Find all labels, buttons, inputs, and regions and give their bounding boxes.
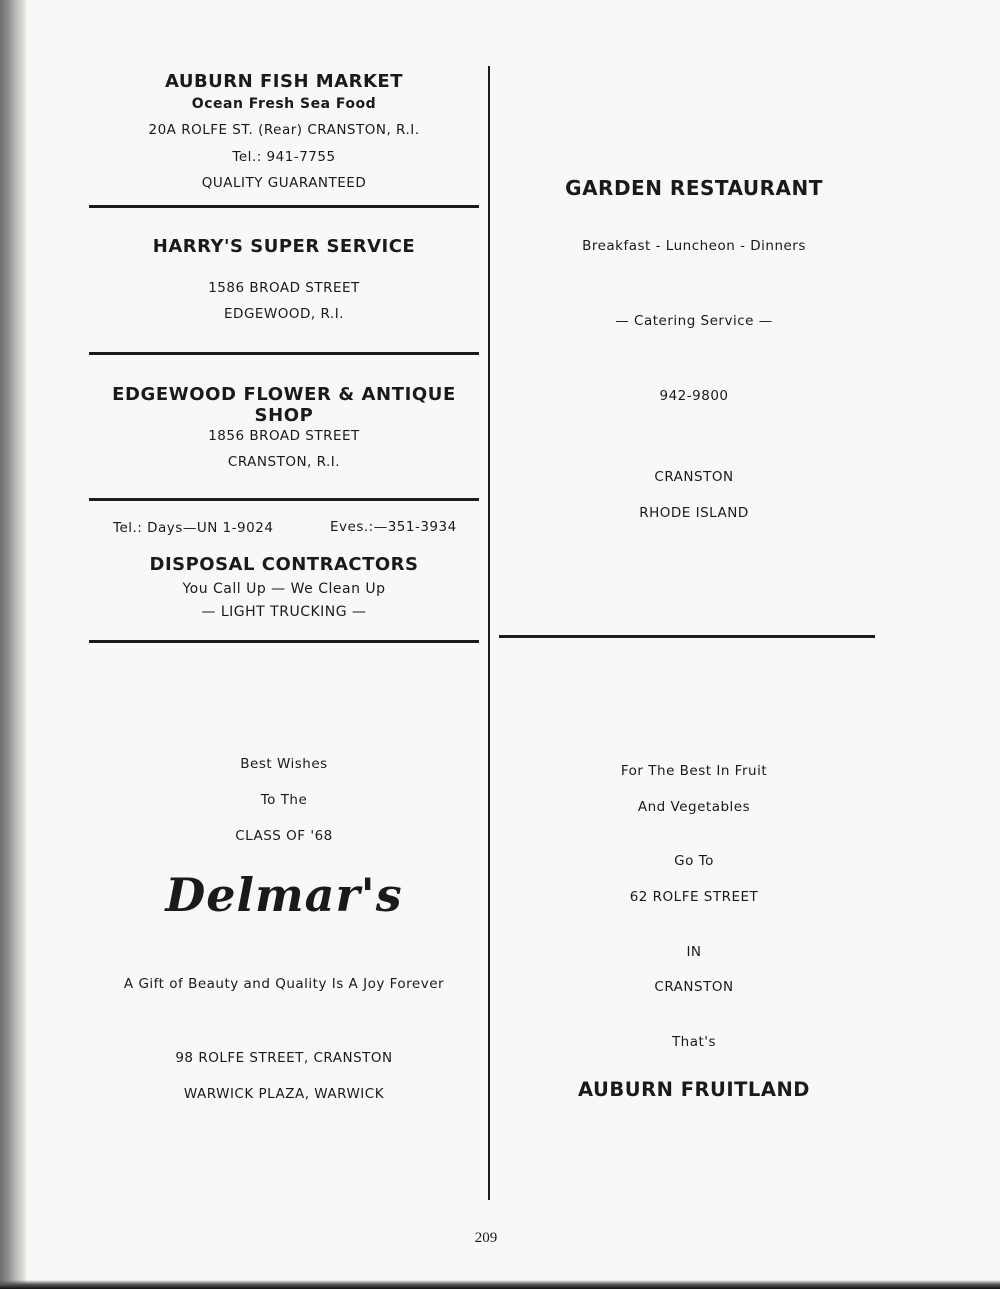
book-binding-shadow — [0, 0, 26, 1289]
ad-title: GARDEN RESTAURANT — [565, 176, 823, 200]
ad-title: EDGEWOOD FLOWER & ANTIQUE SHOP — [112, 384, 456, 426]
ad-phone-evenings: Eves.:—351-3934 — [330, 519, 457, 535]
column-divider — [488, 66, 490, 1200]
ad-street: 1586 BROAD STREET — [208, 280, 360, 296]
ad-separator — [89, 205, 479, 208]
ad-address: 20A ROLFE ST. (Rear) CRANSTON, R.I. — [148, 122, 420, 138]
ad-city: CRANSTON — [654, 469, 734, 485]
ad-title: AUBURN FISH MARKET — [164, 71, 404, 92]
ad-separator — [89, 498, 479, 501]
ad-title: HARRY'S SUPER SERVICE — [152, 236, 416, 257]
page-bottom-edge — [0, 1280, 1000, 1289]
ad-address: 98 ROLFE STREET, CRANSTON — [175, 1050, 393, 1066]
ad-phone: Tel.: 941-7755 — [232, 149, 336, 165]
ad-meals: Breakfast - Luncheon - Dinners — [582, 238, 806, 254]
ad-city: EDGEWOOD, R.I. — [224, 306, 344, 322]
ad-state: RHODE ISLAND — [639, 505, 749, 521]
ad-line: Best Wishes — [240, 756, 328, 772]
ad-separator — [89, 352, 479, 355]
ad-city: CRANSTON — [654, 979, 734, 995]
ad-phone: 942-9800 — [659, 388, 729, 404]
ad-service: — LIGHT TRUCKING — — [201, 604, 367, 620]
ad-address: WARWICK PLAZA, WARWICK — [183, 1086, 385, 1102]
ad-line: IN — [686, 944, 702, 960]
ad-tagline: Ocean Fresh Sea Food — [191, 96, 377, 112]
ad-title: AUBURN FRUITLAND — [578, 1078, 810, 1101]
ad-slogan: QUALITY GUARANTEED — [201, 175, 367, 191]
ad-line: Go To — [674, 853, 714, 869]
ad-line: And Vegetables — [637, 799, 751, 815]
ad-separator — [499, 635, 875, 638]
ad-title: DISPOSAL CONTRACTORS — [149, 554, 419, 575]
delmars-logo: Delmar's — [165, 868, 403, 922]
ad-address: 62 ROLFE STREET — [629, 889, 759, 905]
ad-city: CRANSTON, R.I. — [227, 454, 341, 470]
ad-line: That's — [671, 1034, 717, 1050]
ad-motto: A Gift of Beauty and Quality Is A Joy Forever — [123, 976, 445, 992]
ad-catering: — Catering Service — — [615, 313, 773, 329]
ad-line: CLASS OF '68 — [235, 828, 333, 844]
ad-phone-days: Tel.: Days—UN 1-9024 — [113, 520, 274, 536]
ad-line: For The Best In Fruit — [620, 763, 768, 779]
ad-line: To The — [260, 792, 308, 808]
ad-slogan: You Call Up — We Clean Up — [182, 581, 386, 597]
ad-separator — [89, 640, 479, 643]
ad-street: 1856 BROAD STREET — [208, 428, 360, 444]
page-number: 209 — [474, 1230, 498, 1246]
